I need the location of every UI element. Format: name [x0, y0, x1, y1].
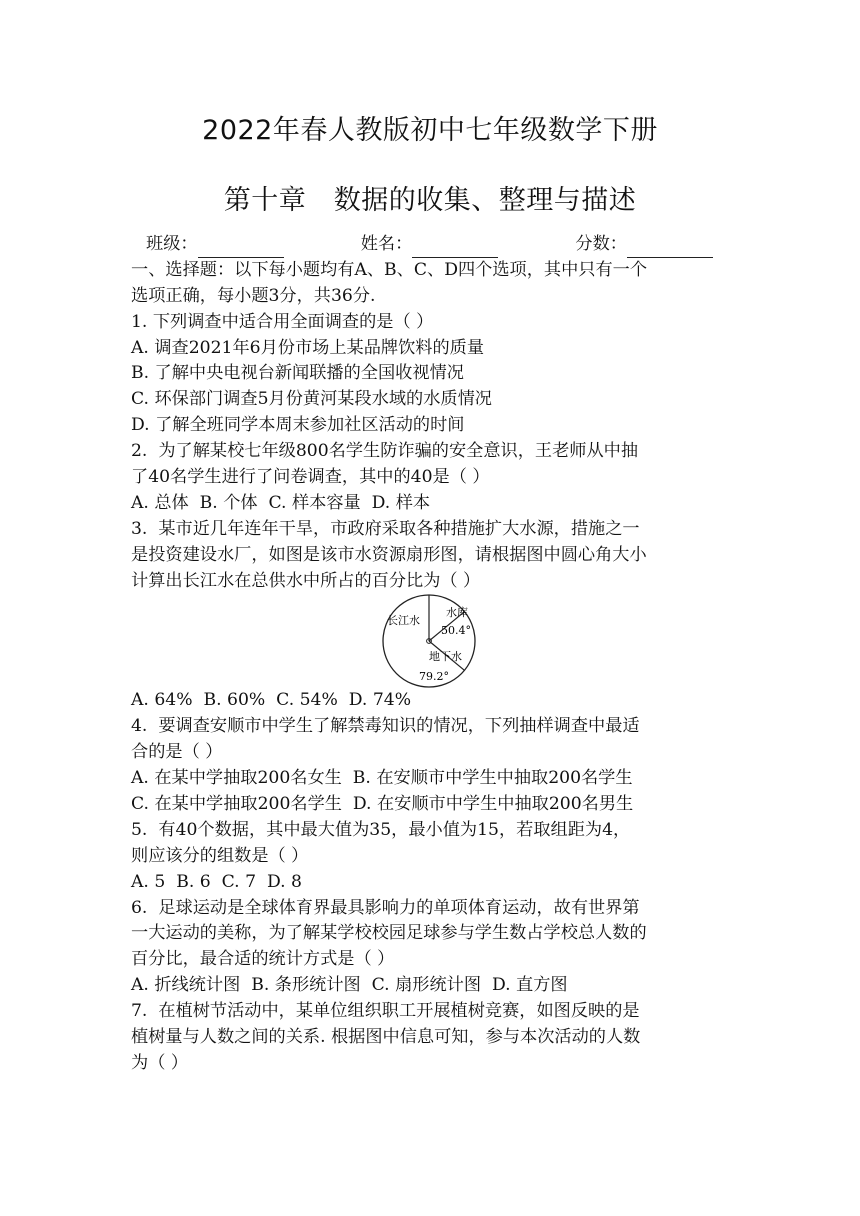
document-body	[131, 232, 731, 1077]
label-dixia: 地下水	[429, 650, 462, 664]
label-changjiang: 长江水	[387, 614, 420, 628]
label-shuiku: 水库	[446, 606, 468, 620]
question-5-text-cont: 则应该分的组数是（ ）	[131, 845, 309, 866]
question-1-option-d: D. 了解全班同学本周末参加社区活动的时间	[131, 415, 465, 436]
question-1-option-c: C. 环保部门调查5月份黄河某段水域的水质情况	[131, 389, 492, 410]
score-label: 分数：	[575, 234, 627, 254]
class-label: 班级：	[146, 234, 198, 254]
question-2-text: 2. 为了解某校七年级800名学生防诈骗的安全意识，王老师从中抽	[131, 441, 639, 462]
question-3-text: 3. 某市近几年连年干旱，市政府采取各种措施扩大水源，措施之一	[131, 518, 640, 539]
question-4-options-ab: A. 在某中学抽取200名女生 B. 在安顺市中学生中抽取200名学生	[131, 768, 633, 789]
question-6-text-cont: 一大运动的美称，为了解某学校校园足球参与学生数占学校总人数的	[131, 923, 647, 944]
pie-diagram	[377, 594, 487, 688]
name-field	[361, 232, 499, 258]
value-dixia: 79.2°	[419, 670, 449, 684]
question-2-text-cont: 了40名学生进行了问卷调查，其中的40是（ ）	[131, 467, 490, 488]
score-field	[575, 232, 713, 258]
question-6-text-cont2: 百分比，最合适的统计方式是（ ）	[131, 949, 395, 970]
question-7-text: 7. 在植树节活动中，某单位组织职工开展植树竞赛，如图反映的是	[131, 1001, 640, 1022]
class-field	[146, 232, 284, 258]
chapter-title: 第十章 数据的收集、整理与描述	[223, 185, 637, 216]
section-heading-cont: 选项正确，每小题3分，共36分.	[131, 285, 376, 306]
student-info-row	[131, 232, 731, 258]
question-5-text: 5. 有40个数据，其中最大值为35，最小值为15，若取组距为4，	[131, 819, 631, 840]
question-7-text-cont2: 为（ ）	[131, 1052, 189, 1073]
question-3-options: A. 64% B. 60% C. 54% D. 74%	[131, 690, 412, 711]
score-blank	[627, 238, 713, 258]
question-6-text: 6. 足球运动是全球体育界最具影响力的单项体育运动，故有世界第	[131, 897, 640, 918]
question-1-option-b: B. 了解中央电视台新闻联播的全国收视情况	[131, 363, 464, 384]
question-4-text: 4. 要调查安顺市中学生了解禁毒知识的情况，下列抽样调查中最适	[131, 716, 640, 737]
name-label: 姓名：	[360, 234, 413, 254]
class-blank	[198, 238, 284, 258]
section-heading: 一、选择题：以下每小题均有A、B、C、D四个选项，其中只有一个	[131, 259, 648, 280]
question-5-options: A. 5 B. 6 C. 7 D. 8	[131, 871, 302, 892]
question-3-text-cont: 是投资建设水厂，如图是该市水资源扇形图，请根据图中圆心角大小	[131, 544, 647, 565]
question-4-text-cont: 合的是（ ）	[131, 742, 223, 763]
question-7-text-cont: 植树量与人数之间的关系. 根据图中信息可知，参与本次活动的人数	[131, 1027, 641, 1048]
question-4-options-cd: C. 在某中学抽取200名学生 D. 在安顺市中学生中抽取200名男生	[131, 794, 634, 815]
water-resource-pie-figure	[131, 594, 731, 688]
document-title: 2022年春人教版初中七年级数学下册	[202, 115, 658, 146]
question-3-text-cont2: 计算出长江水在总供水中所占的百分比为（ ）	[131, 570, 481, 591]
question-2-options: A. 总体 B. 个体 C. 样本容量 D. 样本	[131, 492, 431, 513]
value-shuiku: 50.4°	[441, 624, 471, 638]
question-6-options: A. 折线统计图 B. 条形统计图 C. 扇形统计图 D. 直方图	[131, 975, 568, 996]
question-1-text: 1. 下列调查中适合用全面调查的是（ ）	[131, 311, 434, 332]
name-blank	[412, 238, 498, 258]
question-1-option-a: A. 调查2021年6月份市场上某品牌饮料的质量	[131, 337, 485, 358]
